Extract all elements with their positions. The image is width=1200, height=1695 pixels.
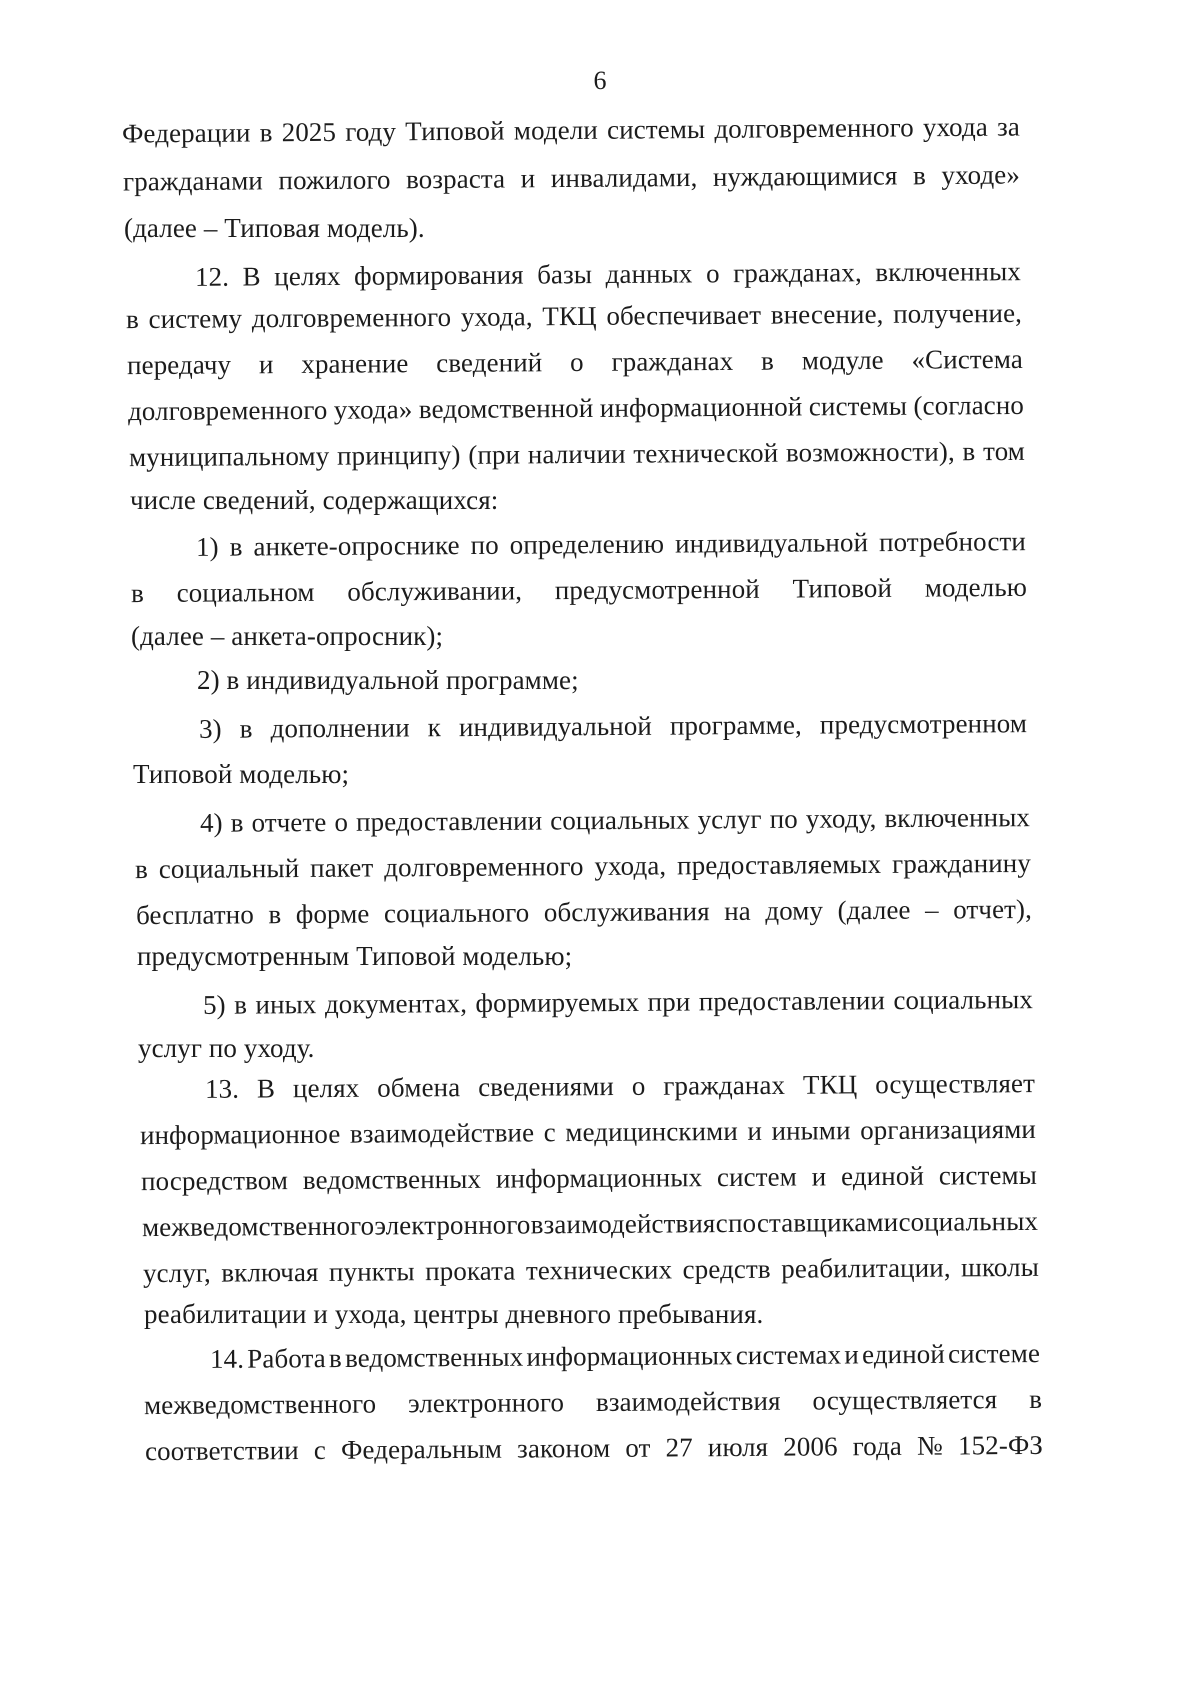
- text-line: (далее – Типовая модель).: [124, 213, 425, 243]
- word: гражданах: [663, 1069, 786, 1101]
- word: с: [313, 1434, 327, 1465]
- word: электронного: [374, 1209, 531, 1241]
- word: программе,: [669, 709, 802, 741]
- text-line: [122, 110, 1020, 149]
- list-item-1-line: (далее – анкета-опросник);: [131, 621, 444, 651]
- word: ухода: [922, 111, 988, 143]
- word: при: [647, 986, 691, 1017]
- word: осуществляется: [812, 1384, 998, 1416]
- word: Работа: [247, 1343, 326, 1374]
- word: гражданах: [611, 345, 734, 377]
- word: в: [239, 713, 253, 744]
- list-item-4-line: предусмотренным Типовой моделью;: [137, 941, 573, 971]
- word: модели: [513, 114, 599, 146]
- paragraph-14-line: [144, 1383, 1042, 1421]
- word: ведомственной: [418, 392, 594, 425]
- word: базы: [537, 259, 593, 290]
- word: нуждающимися: [712, 160, 898, 192]
- word: 3): [198, 713, 222, 744]
- word: и: [844, 1339, 859, 1370]
- word: информационных: [526, 1340, 733, 1372]
- word: индивидуальной: [674, 527, 869, 559]
- word: отчет),: [953, 893, 1033, 925]
- word: о: [569, 346, 584, 378]
- list-item-1-line: [131, 571, 1027, 609]
- word: 4): [199, 807, 223, 838]
- word: 14.: [209, 1343, 245, 1374]
- word: долговременного: [251, 301, 452, 334]
- word: ухода»: [333, 394, 413, 425]
- word: системы: [938, 1159, 1038, 1191]
- word: в: [328, 1342, 342, 1374]
- word: от: [625, 1432, 651, 1463]
- word: внесение,: [770, 298, 884, 330]
- paragraph-12-line: [127, 343, 1023, 381]
- word: взаимодействие: [349, 1117, 535, 1149]
- word: году: [345, 116, 397, 147]
- word: законом: [517, 1432, 611, 1464]
- word: сведениями: [478, 1071, 615, 1102]
- word: по: [769, 803, 798, 834]
- word: проката: [425, 1255, 516, 1287]
- word: формируемых: [475, 986, 640, 1018]
- word: информационной: [599, 391, 803, 423]
- word: долговременного: [127, 394, 328, 427]
- list-item-3-line: [199, 707, 1027, 745]
- word: 12.: [194, 261, 230, 292]
- paragraph-13-line: [142, 1205, 1038, 1243]
- word: целях: [292, 1072, 360, 1104]
- word: медицинскими: [565, 1115, 738, 1148]
- word: анкете-опроснике: [253, 530, 460, 562]
- word: дополнении: [270, 712, 410, 744]
- word: посредством: [140, 1165, 289, 1197]
- word: пожилого: [278, 164, 391, 196]
- paragraph-13-line: реабилитации и ухода, центры дневного пребывания.: [144, 1299, 764, 1329]
- word: в: [130, 578, 144, 609]
- paragraph-13-line: [140, 1113, 1036, 1151]
- word: включая: [221, 1256, 319, 1288]
- word: хранение: [301, 348, 409, 379]
- word: взаимодействия: [530, 1208, 716, 1240]
- word: 13.: [204, 1073, 240, 1104]
- word: социальных: [893, 984, 1034, 1016]
- word: с: [715, 1208, 728, 1239]
- word: в: [230, 807, 244, 838]
- word: обмена: [377, 1072, 461, 1103]
- word: систем: [716, 1161, 797, 1193]
- word: включенных: [884, 802, 1031, 834]
- word: Федерации: [121, 117, 251, 149]
- word: обслуживания: [543, 896, 710, 928]
- word: передачу: [126, 349, 232, 381]
- word: предусмотренной: [554, 573, 760, 606]
- word: получение,: [893, 297, 1023, 329]
- word: предоставляемых: [677, 848, 882, 881]
- word: модуле: [801, 344, 884, 376]
- word: соответствии: [144, 1435, 299, 1467]
- paragraph-14-line: [210, 1337, 1040, 1375]
- paragraph-12-line: [126, 297, 1022, 335]
- word: реабилитации,: [781, 1252, 951, 1284]
- word: системах: [735, 1339, 842, 1371]
- paragraph-13-line: [143, 1251, 1039, 1289]
- word: с: [543, 1117, 556, 1148]
- word: единой: [841, 1160, 925, 1192]
- word: электронного: [407, 1387, 565, 1419]
- word: в: [912, 160, 926, 191]
- word: за: [996, 111, 1021, 142]
- word: технической: [633, 437, 779, 469]
- word: информационное: [139, 1118, 341, 1151]
- word: данных: [605, 258, 693, 290]
- word: межведомственного: [141, 1210, 375, 1243]
- word: уходу,: [805, 803, 877, 834]
- word: ухода,: [594, 850, 667, 881]
- word: систему: [148, 303, 243, 334]
- word: в: [761, 345, 775, 376]
- word: взаимодействия: [595, 1385, 781, 1417]
- word: системе: [947, 1338, 1041, 1369]
- paragraph-14-line: [145, 1429, 1043, 1467]
- word: года: [852, 1430, 903, 1462]
- word: предоставлении: [355, 805, 543, 837]
- word: средств: [682, 1253, 771, 1285]
- word: в: [229, 531, 243, 562]
- word: предоставлении: [698, 985, 886, 1017]
- word: 152-ФЗ: [957, 1429, 1044, 1461]
- paragraph-12-line: числе сведений, содержащихся:: [130, 485, 499, 515]
- word: «Система: [911, 343, 1024, 375]
- word: пакет: [310, 852, 374, 883]
- word: о: [631, 1070, 646, 1101]
- list-item-1-line: [196, 525, 1026, 563]
- word: иных: [255, 989, 317, 1020]
- word: школы: [960, 1251, 1039, 1283]
- word: №: [916, 1430, 944, 1461]
- word: индивидуальной: [458, 710, 653, 743]
- word: гражданами: [122, 165, 264, 197]
- word: целях: [274, 260, 341, 292]
- word: инвалидами,: [550, 162, 698, 194]
- word: ведомственных: [302, 1163, 482, 1195]
- word: (согласно: [913, 389, 1025, 421]
- word: иными: [771, 1115, 851, 1146]
- word: Типовой: [792, 572, 893, 604]
- word: обслуживании,: [347, 575, 523, 607]
- word: возможности),: [785, 436, 955, 468]
- list-item-4-line: [200, 801, 1030, 839]
- word: 5): [202, 989, 226, 1020]
- word: технических: [525, 1254, 673, 1286]
- word: в: [268, 899, 282, 930]
- word: осуществляет: [875, 1068, 1036, 1100]
- word: социального: [383, 897, 530, 929]
- word: обеспечивает: [606, 299, 762, 331]
- paragraph-13-line: [141, 1159, 1037, 1197]
- word: том: [982, 435, 1026, 467]
- word: наличии: [527, 438, 626, 470]
- word: единой: [861, 1338, 945, 1370]
- word: и: [520, 163, 536, 194]
- word: услуг,: [142, 1257, 211, 1289]
- word: документах,: [324, 988, 468, 1020]
- word: и: [811, 1161, 827, 1192]
- paragraph-12-line: [129, 435, 1025, 473]
- word: 2006: [783, 1431, 838, 1462]
- list-item-4-line: [135, 847, 1031, 885]
- word: социальный: [158, 852, 300, 884]
- word: о: [334, 806, 349, 837]
- word: (далее: [837, 894, 911, 926]
- word: социальных: [898, 1205, 1039, 1237]
- page-number: 6: [593, 66, 607, 95]
- word: ТКЦ: [542, 300, 597, 332]
- paragraph-13-line: [205, 1067, 1035, 1105]
- word: долговременного: [384, 850, 584, 883]
- word: дому: [765, 895, 824, 926]
- word: в: [962, 436, 976, 467]
- word: форме: [295, 898, 370, 930]
- list-item-4-line: [136, 893, 1032, 931]
- word: моделью: [924, 571, 1028, 603]
- word: информационных: [495, 1162, 703, 1194]
- word: отчете: [251, 807, 327, 838]
- word: включенных: [875, 256, 1022, 288]
- word: Федеральным: [340, 1433, 503, 1465]
- word: ведомственных: [344, 1341, 524, 1373]
- word: в: [259, 117, 273, 148]
- word: пункты: [328, 1256, 415, 1287]
- word: в: [1029, 1383, 1043, 1414]
- word: гражданину: [892, 847, 1032, 879]
- word: 27: [665, 1432, 693, 1463]
- word: Типовой: [405, 115, 505, 147]
- word: в: [134, 854, 148, 885]
- word: 2025: [281, 116, 337, 148]
- word: ТКЦ: [802, 1069, 858, 1100]
- word: межведомственного: [143, 1388, 377, 1421]
- word: муниципальному: [128, 440, 330, 473]
- list-item-2: 2) в индивидуальной программе;: [197, 665, 579, 695]
- word: к: [427, 712, 442, 743]
- word: и: [258, 349, 274, 380]
- word: июля: [707, 1431, 769, 1463]
- word: на: [724, 895, 751, 927]
- word: о: [705, 258, 720, 289]
- word: потребности: [878, 526, 1027, 558]
- word: принципу): [336, 439, 461, 471]
- word: сведений: [436, 347, 543, 378]
- word: и: [747, 1115, 763, 1146]
- paragraph-12-line: [128, 389, 1024, 427]
- word: бесплатно: [135, 899, 255, 931]
- word: определению: [509, 528, 665, 560]
- word: предусмотренном: [819, 708, 1028, 740]
- word: в: [234, 989, 248, 1020]
- word: гражданах,: [733, 257, 862, 289]
- list-item-5-line: услуг по уходу.: [138, 1033, 315, 1063]
- word: системы: [606, 113, 706, 145]
- word: организациями: [860, 1113, 1037, 1146]
- word: формирования: [353, 259, 524, 291]
- word: услуг: [697, 803, 762, 835]
- text-line: [123, 158, 1020, 197]
- word: ухода,: [460, 301, 533, 332]
- word: в: [125, 304, 139, 335]
- word: долговременного: [714, 112, 914, 144]
- word: социальных: [550, 804, 690, 836]
- word: В: [256, 1073, 276, 1104]
- word: по: [470, 529, 499, 560]
- word: социальном: [176, 576, 315, 608]
- word: –: [924, 894, 939, 925]
- word: В: [242, 261, 261, 292]
- word: возраста: [405, 163, 506, 195]
- word: уходе»: [941, 159, 1021, 191]
- list-item-3-line: Типовой моделью;: [133, 759, 350, 789]
- word: системы: [808, 390, 908, 422]
- word: поставщиками: [727, 1206, 899, 1239]
- word: 1): [195, 531, 219, 562]
- list-item-5-line: [203, 983, 1033, 1021]
- word: (при: [468, 439, 521, 470]
- paragraph-12-line: [195, 255, 1021, 293]
